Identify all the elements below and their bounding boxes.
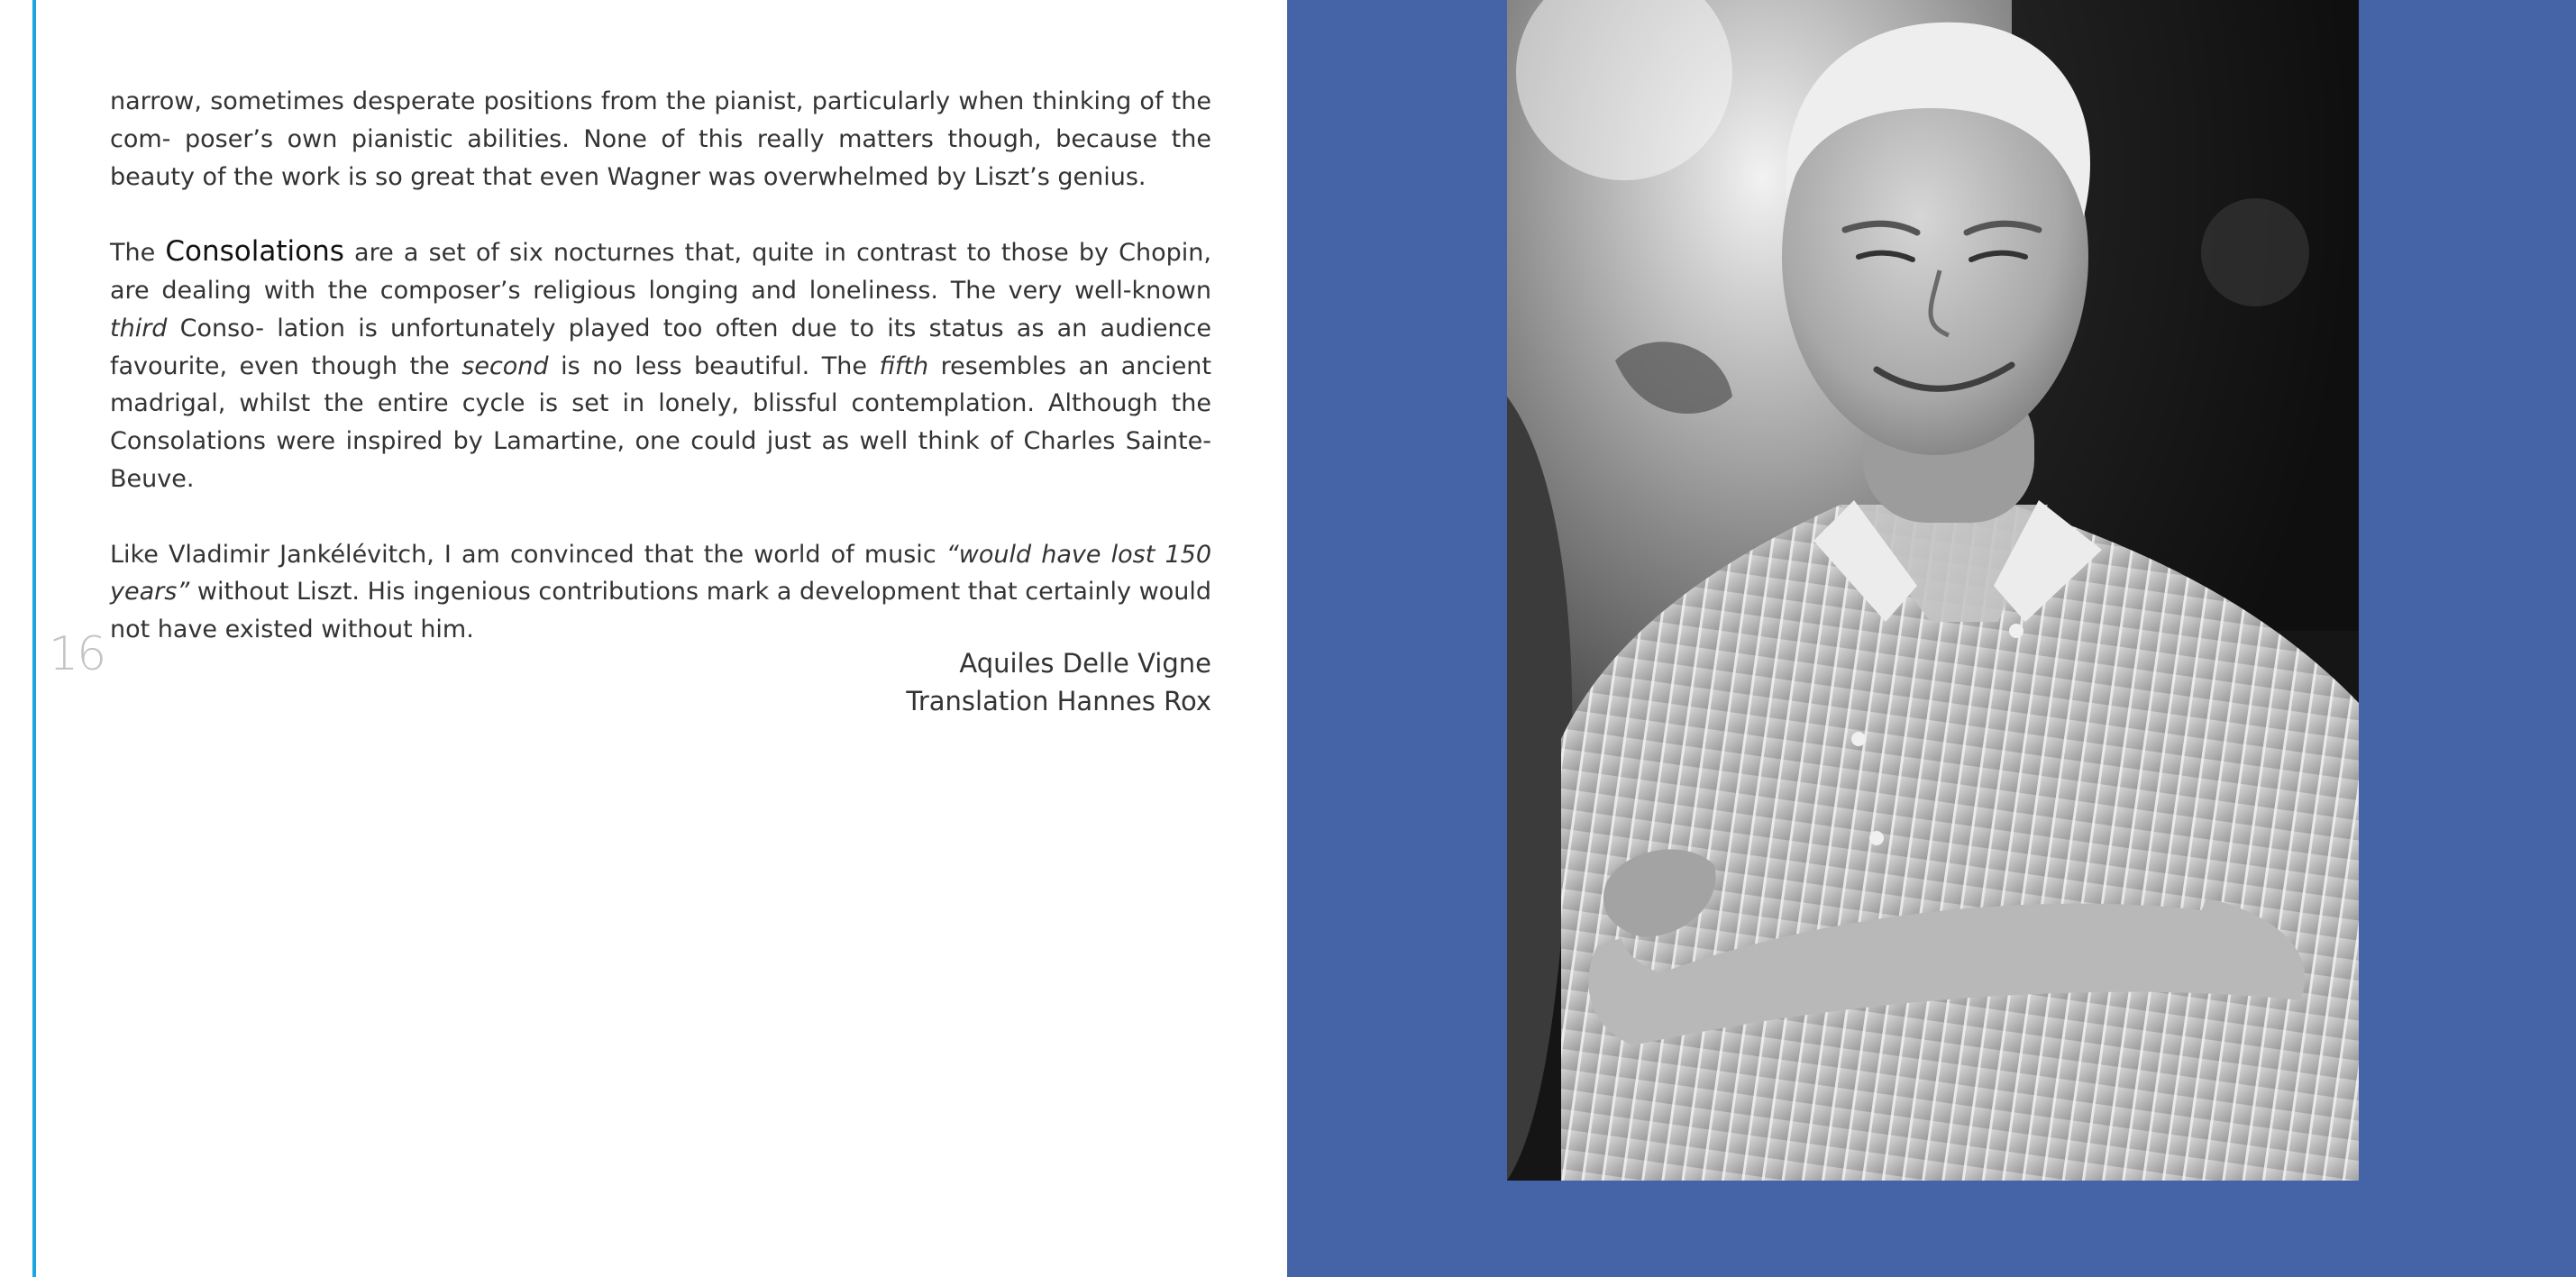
- author-name: Aquiles Delle Vigne: [959, 648, 1211, 679]
- translator-credit: Translation Hannes Rox: [906, 685, 1211, 716]
- paragraph-2-text-4: resembles an ancient madrigal, whilst the entire cycle is set in lonely, blissful contemplation. Although the Consolations were inspired by Lamartine, one could just as well think of Charles Sainte-Beuve.: [110, 351, 1212, 493]
- page-margin-rule: [32, 0, 36, 1277]
- paragraph-3-text-0: Like Vladimir Jankélévitch, I am convinced that the world of music: [110, 540, 946, 569]
- paragraph-2-text-0: The: [110, 239, 166, 268]
- article-text: [110, 83, 1211, 687]
- emphasis-third: third: [110, 314, 168, 342]
- signature-block: [811, 645, 1211, 721]
- paragraph-2: [110, 233, 1211, 498]
- paragraph-1: narrow, sometimes desperate positions from the pianist, particularly when thinking of the com- poser’s own pianistic abilities. None of this really matters though, because the beauty of the work is so great that even Wagner was overwhelmed by Liszt’s genius.: [110, 87, 1211, 191]
- paragraph-2-text-2: Conso- lation is unfortunately played too often due to its status as an audience favourite, even though the: [110, 314, 1211, 380]
- paragraph-2-text-3: is no less beautiful. The: [548, 351, 880, 380]
- quotation: “would have lost 150 years”: [110, 540, 1211, 607]
- work-title-consolations: Consolations: [165, 235, 344, 269]
- right-page: [1287, 0, 2576, 1277]
- page-number: 16: [49, 627, 105, 681]
- paragraph-3-text-1: without Liszt. His ingenious contributions mark a development that certainly would not have existed without him.: [110, 578, 1211, 644]
- paragraph-2-text-1: are a set of six nocturnes that, quite in contrast to those by Chopin, are dealing with the composer’s religious longing and loneliness. The very well-known: [110, 239, 1211, 305]
- portrait-illustration: [1507, 0, 2359, 1181]
- emphasis-fifth: fifth: [879, 351, 929, 380]
- emphasis-second: second: [461, 351, 549, 380]
- author-portrait-photo: [1507, 0, 2359, 1181]
- left-page: [0, 0, 1287, 1277]
- paragraph-3: [110, 536, 1211, 649]
